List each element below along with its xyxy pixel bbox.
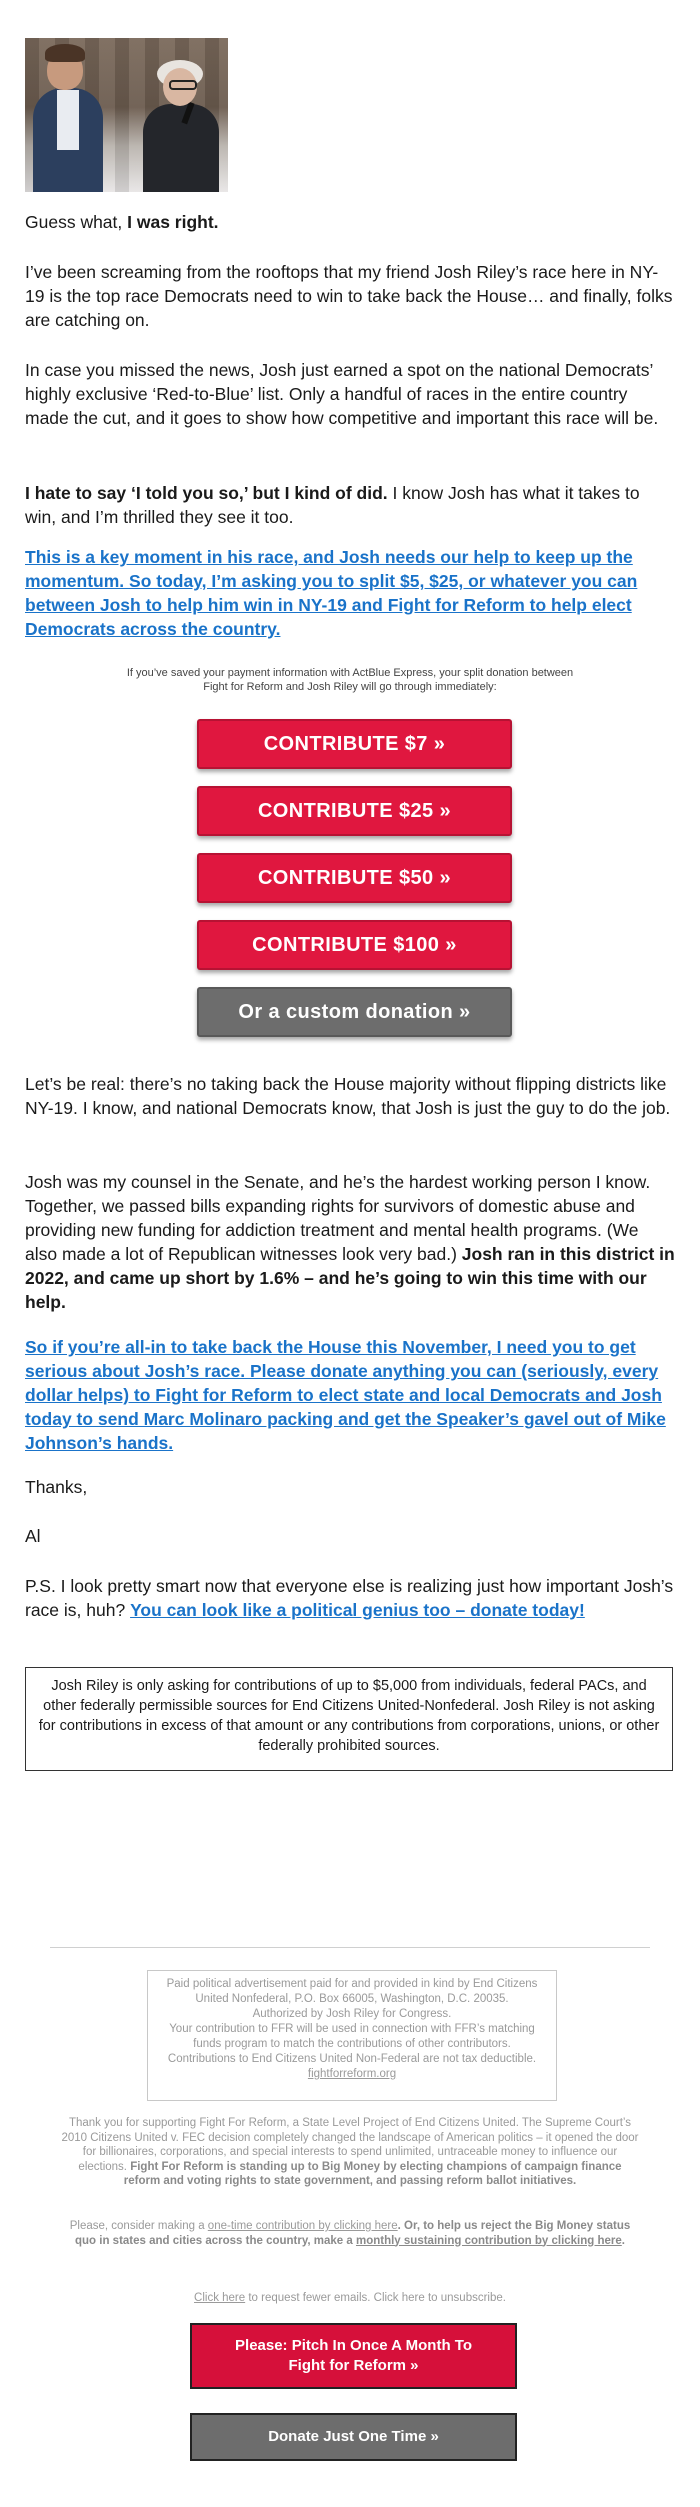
key-moment-link[interactable]: This is a key moment in his race, and Josh needs our help to keep up the momentum. So today, I’m asking you to split $5, $25, or whatever you can between Josh to help him win in NY-19 and Fight for Reform to help elect Democrats across the country. [25, 547, 638, 639]
told-you-so-text: I know Josh has what it takes to win, and I’m thrilled they see it too. [25, 483, 640, 527]
thanks-text: Thanks, [25, 1477, 88, 1497]
told-you-so-bold: I hate to say ‘I told you so,’ but I kind of did. [25, 483, 388, 503]
paragraph-counsel [25, 1170, 675, 1314]
intro-paragraph [25, 210, 675, 234]
custom-donation-button[interactable]: Or a custom donation » [197, 987, 512, 1037]
footer-consider [60, 2219, 640, 2248]
ps-text: P.S. I look pretty smart now that everyone else is realizing just how important Josh’s race is, huh? [25, 1576, 674, 1620]
tax-line: Contributions to End Citizens United Non-Federal are not tax deductible. [167, 2053, 537, 2065]
intro-bold: I was right. [127, 212, 219, 232]
paragraph-rooftops: I’ve been screaming from the rooftops that my friend Josh Riley’s race here in NY-19 is the top race Democrats need to win to take back the House… and finally, folks are catching on. [25, 262, 673, 330]
hero-photo [25, 38, 228, 192]
contribute-100-button[interactable]: CONTRIBUTE $100 » [197, 920, 512, 970]
contribute-7-button[interactable]: CONTRIBUTE $7 » [197, 719, 512, 769]
paragraph-key-moment [25, 545, 675, 641]
postscript [25, 1574, 675, 1622]
one-time-link[interactable]: one-time contribution by clicking here [207, 2220, 398, 2232]
paragraph-be-real: Let’s be real: there’s no taking back the House majority without flipping districts like NY-19. I know, and national Democrats know, that Josh is just the guy to do the job. [25, 1074, 671, 1118]
paid-for-line: Paid political advertisement paid for and provided in kind by End Citizens United Nonfederal, P.O. Box 66005, Washington, D.C. 20035. [166, 1978, 538, 2005]
footer-divider [50, 1947, 650, 1948]
authorized-line: Authorized by Josh Riley for Congress. [252, 2008, 452, 2020]
counsel-bold: Josh ran in this district in 2022, and came up short by 1.6% – and he’s going to win this time with our help. [25, 1244, 675, 1312]
paragraph-all-in [25, 1335, 675, 1455]
actblue-note: If you’ve saved your payment information with ActBlue Express, your split donation between Fight for Reform and Josh Riley will go through immediately: [126, 667, 574, 693]
consider-bold: . Or, to help us reject the Big Money status quo in states and cities across the country, make a [74, 2220, 631, 2247]
unsubscribe-text[interactable]: to request fewer emails. Click here to unsubscribe. [245, 2292, 506, 2304]
fewer-emails-link[interactable]: Click here [194, 2292, 246, 2304]
one-time-donation-button[interactable]: Donate Just One Time » [190, 2413, 517, 2461]
footer-thanks-bold: Fight For Reform is standing up to Big Money by electing champions of campaign finance reform and voting rights to state government, and passing reform ballot initiatives. [123, 2160, 622, 2187]
monthly-link[interactable]: monthly sustaining contribution by clicking here [355, 2234, 622, 2247]
footer-thanks-text: Thank you for supporting Fight For Reform, a State Level Project of End Citizens United. The Supreme Court’s 2010 Citizens United v. FEC decision completely changed the landscape of American politics – it opened the door for billionaires, corporations, and special interests to spend unlimited, untraceable money to influence our elections. [61, 2117, 639, 2173]
consider-end: . [621, 2234, 625, 2247]
intro-text: Guess what, [25, 212, 128, 232]
paragraph-red-to-blue: In case you missed the news, Josh just earned a spot on the national Democrats’ highly exclusive ‘Red-to-Blue’ list. Only a handful of races in the entire country made the cut, and it goes to show how competitive and important this race will be. [25, 360, 659, 428]
paid-for-box [147, 1970, 557, 2101]
monthly-donation-button[interactable]: Please: Pitch In Once A Month To Fight for Reform » [190, 2323, 517, 2389]
contribution-disclaimer: Josh Riley is only asking for contributions of up to $5,000 from individuals, federal PACs, and other federally permissible sources for End Citizens United-Nonfederal. Josh Riley is not asking for contributions in excess of that amount or any contributions from corporations, unions, or other federally prohibited sources. [25, 1667, 673, 1771]
consider-text: Please, consider making a [69, 2220, 208, 2232]
counsel-text: Josh was my counsel in the Senate, and he’s the hardest working person I know. Together, we passed bills expanding rights for survivors of domestic abuse and providing new funding for addiction treatment and mental health programs. (We also made a lot of Republican witnesses look very bad.) [25, 1172, 651, 1264]
signature: Al [25, 1526, 41, 1546]
paragraph-told-you-so [25, 481, 675, 529]
ps-donate-link[interactable]: You can look like a political genius too – donate today! [130, 1600, 585, 1620]
contribute-25-button[interactable]: CONTRIBUTE $25 » [197, 786, 512, 836]
matching-funds-line: Your contribution to FFR will be used in connection with FFR’s matching funds program to match the contributions of other contributors. [169, 2023, 535, 2050]
contribute-50-button[interactable]: CONTRIBUTE $50 » [197, 853, 512, 903]
footer-thanks [60, 2116, 640, 2189]
website-link[interactable]: fightforreform.org [307, 2068, 397, 2080]
footer-unsubscribe [60, 2291, 640, 2306]
all-in-link[interactable]: So if you’re all-in to take back the House this November, I need you to get serious about Josh’s race. Please donate anything you can (seriously, every dollar helps) to Fight for Reform to elect state and local Democrats and Josh today to send Marc Molinaro packing and get the Speaker’s gavel out of Mike Johnson’s hands. [25, 1337, 666, 1453]
